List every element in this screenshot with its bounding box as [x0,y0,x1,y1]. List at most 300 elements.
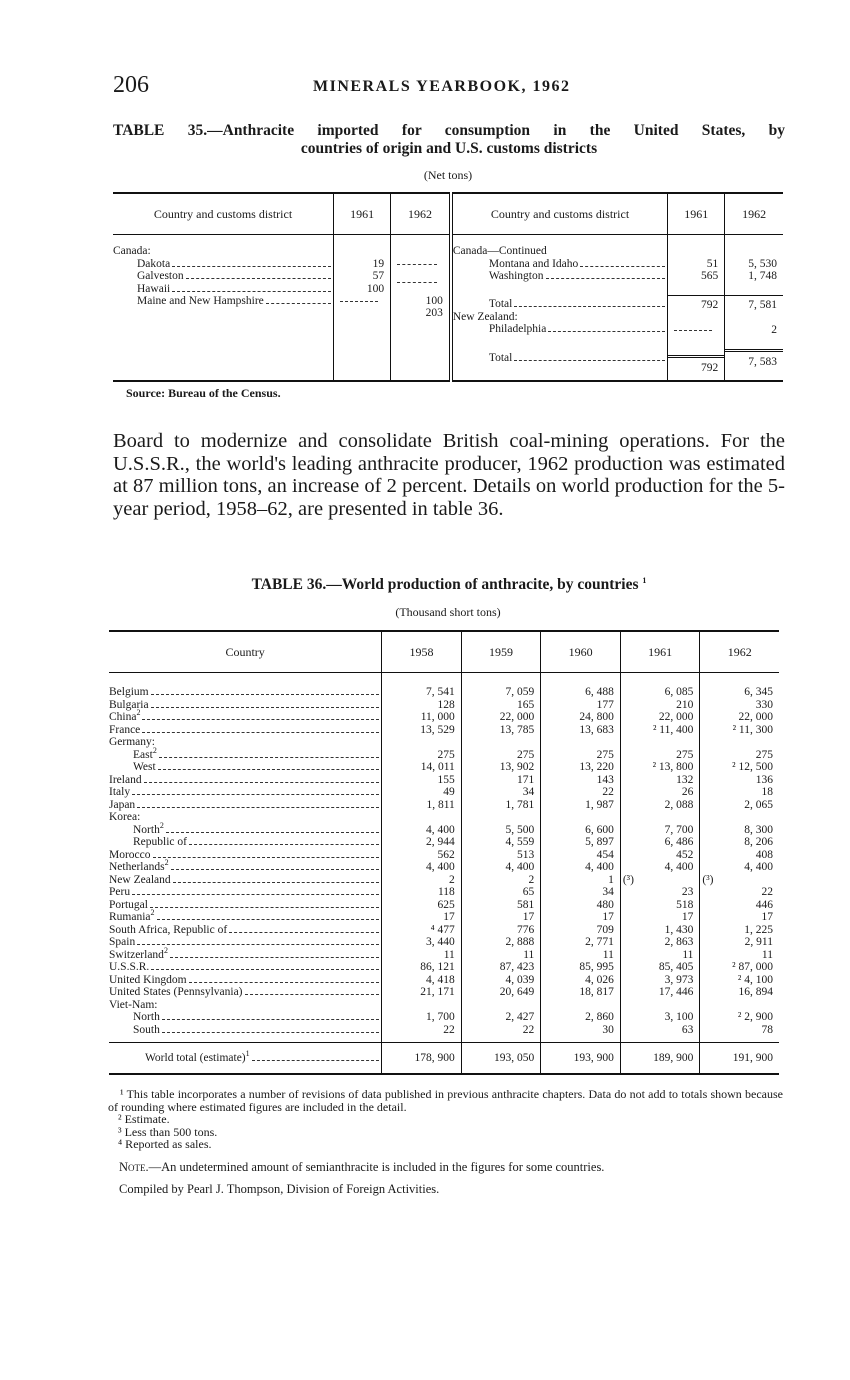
table36-cell: 7, 541 [426,686,455,698]
table36-cell: 143 [596,773,614,786]
table36-header-1958: 1958 [382,631,462,673]
table36-cell: 6, 085 [664,686,694,698]
table36-cell: 4, 039 [505,973,535,986]
leader-dots [153,856,380,858]
table35-header-1962-right: 1962 [725,193,783,235]
table36-cell: 776 [517,923,535,936]
row-label-text: Canada—Continued [452,245,547,257]
leader-dots [132,893,379,895]
leader-dots [173,881,380,883]
row-label-text: Netherlands$^2$ [109,858,169,873]
leader-dots [189,981,380,983]
row-label-text: Ireland [109,773,142,786]
table35-cell-1962 [725,337,783,350]
table36-cell: ⁴ 477 [430,923,455,936]
table35-right-names [451,235,668,382]
table35-header-1961-right: 1961 [668,193,725,235]
row-label-text: Viet-Nam: [109,998,158,1011]
table36-cell: 86, 121 [420,961,455,973]
table36-cell: 2, 088 [664,798,694,811]
table36-cell: 562 [437,848,455,861]
table36-cell: 1, 225 [744,923,773,936]
table36-cell: 11 [761,948,773,961]
row-label-text: Galveston [137,270,184,282]
page-header [113,72,783,104]
table36-cell: 17 [602,911,614,923]
table36-note [119,1160,604,1175]
table35-right-1961-col [668,235,725,382]
table35-right-1962-col [725,235,783,382]
table36-cell: 1, 811 [426,798,455,811]
table36-cell: 2 [528,873,535,886]
table36-cell: 85, 405 [658,961,694,973]
table36-cell: 2, 065 [744,798,773,811]
row-label-text: East$^2$ [133,745,157,761]
table36-row-label [109,886,381,899]
table36-cell: 6, 486 [664,836,694,848]
row-label-text: Philadelphia [488,323,547,335]
table35-cell-1962 [725,283,783,296]
table36-row-label [109,699,381,712]
table36-cell: 518 [676,898,694,911]
table36-total-value: 189, 900 [653,1051,694,1064]
row-label-text: Portugal [109,898,148,911]
table36-cell: 118 [437,886,455,898]
table36-cell: ² 87, 000 [732,961,773,973]
table36-cell: 513 [517,848,535,861]
leader-dots [189,843,379,845]
table35-title-line2: countries of origin and U.S. customs districts [300,140,598,157]
footnote-3: ³ Less than 500 tons. [118,1124,218,1139]
table36-row-label [109,999,381,1012]
leader-dots [137,943,379,945]
table35-cell-1961 [668,330,724,343]
table36-cell: ² 4, 100 [737,973,773,986]
table36-cell [700,811,779,824]
row-label [113,283,333,296]
table35-cell-1961: 565 [701,270,719,282]
total-label [109,1048,381,1065]
leader-dots [171,868,380,870]
table36-cell: 17, 446 [658,986,694,998]
footnote-ref: 2 [159,820,164,830]
table36-cell: 4, 400 [426,861,455,873]
table36-total-cell [541,1043,621,1075]
table36-cell: 22, 000 [658,711,694,723]
table36-header-1962: 1962 [700,631,779,673]
table36-cell: 4, 400 [744,861,773,873]
row-label-text: U.S.S.R. [109,961,150,973]
table36-cell [541,999,620,1012]
table36-cell: 2, 944 [426,836,455,848]
table35-cell-1961: 792 [668,355,724,380]
table36-cell: 446 [755,898,773,911]
table35-left-1961-col [334,235,391,382]
table35-header-district-right: Country and customs district [451,193,668,235]
table36-cell: 85, 995 [579,961,614,973]
row-label-text: China$^2$ [109,708,141,723]
leader-dots [266,302,331,304]
table35-left-1962-col [391,235,451,382]
table36-cell: 709 [596,923,614,936]
table35-cell-1961 [334,301,390,314]
table36-cell: 22, 000 [738,711,773,723]
table36-cell: (³) [702,873,714,886]
table35-cell-1961: 51 [706,257,719,270]
table36-row-label [109,724,381,737]
leader-dots [142,731,379,733]
leader-dots [166,831,379,833]
row-label [113,245,333,258]
table36-cell: 408 [755,848,773,861]
table36-cell: 128 [437,698,455,711]
table36-cell: 4, 559 [505,836,535,848]
leader-dots [172,290,331,292]
table36-row-label [109,708,381,724]
table36-cell: 11, 000 [420,711,455,723]
page-number: 206 [113,72,149,98]
footnote-ref: 2 [150,908,155,918]
table35-cell-1961: 57 [372,270,385,282]
leader-dots [150,906,379,908]
table36-cell: 17 [443,911,455,923]
leader-dots [170,956,379,958]
table36-cell: 17 [681,911,694,923]
row-label-text: Washington [488,270,544,282]
row-label-text: Maine and New Hampshire [137,295,264,307]
table35-cell-1961: 792 [668,295,724,312]
table35-cell-1962: 7, 581 [725,295,783,312]
leader-dots [158,768,380,770]
table36-row-label [109,986,381,999]
table36-cell: 11 [682,948,694,961]
table35-header-1961-left: 1961 [334,193,391,235]
table36-cell: 1, 430 [664,923,694,936]
table35-cell-1962: 5, 530 [748,257,777,270]
table36-cell: ² 13, 800 [652,761,694,773]
leader-dots [157,918,380,920]
empty-dash [397,264,437,265]
leader-dots [159,756,379,758]
table36-cell: 1, 700 [426,1011,455,1023]
table36-cell: 3, 100 [664,1011,694,1023]
footnote-ref: 2 [164,858,169,868]
table36-row-label [109,858,381,874]
empty-dash [340,301,378,302]
table36-row-label [109,1024,381,1037]
table36-row-label [109,836,381,849]
row-label-text: Republic of [133,836,187,848]
table36-cell [382,811,461,824]
table36-cell: 5, 500 [505,823,535,836]
table35-cell-1961 [668,245,724,258]
table35-cell-1962 [391,264,449,277]
table35-cell-1961 [668,312,724,325]
table35-cell-1962: 203 [425,307,443,319]
table36-cell: 65 [522,886,535,898]
table36 [109,630,779,1075]
table36-cell: ² 11, 300 [732,723,773,736]
row-label [453,348,667,370]
table36-cell: 4, 400 [585,861,614,873]
table35 [113,192,783,382]
body-paragraph: Board to modernize and consolidate British coal-mining operations. For the U.S.S.R., the world's leading anthracite producer, 1962 production was estimated at 87 million tons, an increase of 2 percent. Details on world production for the 5-year period, 1958–62, are presented in table 36. [113,430,785,520]
table35-cell-1961 [668,343,724,356]
table36-total-cell [461,1043,541,1075]
row-label-text: Korea: [109,811,141,823]
table36-row-label [109,936,381,949]
table36-cell: 87, 423 [499,961,535,973]
table36-cell: 275 [596,748,614,761]
row-label [453,245,667,258]
leader-dots [142,718,379,720]
table35-cell-1961: 19 [372,257,385,270]
table35-left-names [113,235,334,382]
table36-cell: 275 [755,748,773,761]
table36-cell: 210 [676,698,694,711]
table36-cell: 13, 529 [420,723,455,736]
table36-cell: 4, 400 [426,823,455,836]
table36-cell [462,811,541,824]
leader-dots [151,706,380,708]
table36-row-label [109,874,381,887]
table36-cell [462,999,541,1012]
row-label-text: Peru [109,886,131,898]
row-label-text: Japan [109,798,136,811]
table36-cell [541,811,620,824]
leader-dots [252,1059,380,1061]
row-label [453,295,667,311]
table35-cell-1961 [334,245,390,258]
table36-cell: 63 [681,1023,694,1036]
table36-row-label [109,786,381,799]
leader-dots [514,359,665,361]
table36-1961-col [620,673,700,1043]
table36-cell: 26 [681,786,694,798]
leader-dots [186,277,331,279]
table36-cell: 11 [443,948,455,961]
table36-1958-col [382,673,462,1043]
row-label-text: Germany: [109,736,155,748]
leader-dots [514,305,665,307]
table36-cell: 330 [755,698,773,711]
table36-footnotes [108,1088,783,1151]
row-label-text: Bulgaria [109,698,149,711]
table36-unit: (Thousand short tons) [395,605,501,619]
table36-total-cell [700,1043,779,1075]
table36-cell: 11 [602,948,614,961]
table36-cell [621,999,700,1012]
table36-cell: 13, 683 [579,723,614,736]
table36-row-label [109,908,381,924]
table36-cell: 22, 000 [499,711,535,723]
table36-cell: 7, 700 [664,823,694,836]
leader-dots [548,330,665,332]
row-label-text: Total [488,352,513,364]
table35-cell-1962 [725,245,783,258]
table36-cell: 275 [437,748,455,761]
table36-cell: 22 [761,886,773,898]
row-label-text: South Africa, Republic of [109,923,228,936]
note-label: Note. [119,1160,149,1174]
table36-row-label [109,686,381,699]
table35-cell-1962 [725,312,783,325]
table36-cell: 6, 600 [585,823,614,836]
leader-dots [172,265,331,267]
table36-cell: 4, 026 [585,973,614,986]
table36-cell [700,999,779,1012]
row-label-text: France [109,723,141,736]
table36-1959-col [461,673,541,1043]
table36-1960-col [541,673,621,1043]
table36-total-value: 178, 900 [414,1051,455,1064]
table36-cell: 1 [608,873,614,886]
table36-header-1961: 1961 [620,631,700,673]
row-label-text: Total [488,298,513,310]
table35-header-1962-left: 1962 [391,193,451,235]
row-label [113,295,333,308]
table35-cell-1962: 100 [425,294,443,307]
table36-row-label [109,974,381,987]
row-label [453,283,667,296]
table36-row-label [109,961,381,974]
table36-total-cell [382,1043,462,1075]
row-label-text: Canada: [113,245,151,257]
table36-cell: 275 [676,748,694,761]
table36-cell: 22 [522,1023,535,1036]
table36-cell: 49 [443,786,455,798]
table35-cell-1962 [391,245,449,258]
table36-cell: 2, 427 [505,1011,535,1023]
table36-cell [700,736,779,749]
table36-cell: 34 [522,786,535,798]
leader-dots [132,793,379,795]
footnote-4: ⁴ Reported as sales. [118,1137,212,1151]
table36-cell: 18, 817 [579,986,614,998]
table36-cell: 1, 781 [505,798,535,811]
table36-total-value: 191, 900 [732,1051,773,1064]
row-label-text: Hawaii [137,282,171,295]
table36-row-label [109,745,381,762]
table36-cell: 21, 171 [420,986,455,998]
table36-row-label [109,799,381,812]
table36-cell: 480 [596,898,614,911]
table36-row-label [109,774,381,787]
table36-cell: 4, 400 [505,861,535,873]
table36-cell: 177 [596,698,614,711]
row-label-text: Rumania$^2$ [109,908,155,923]
table36-cell [621,736,700,749]
row-label-text: Montana and Idaho [488,257,579,270]
table36-cell: 2, 860 [585,1011,614,1023]
row-label [453,323,667,336]
row-label-text: Switzerland$^2$ [109,945,168,961]
table36-cell: 2, 911 [744,936,773,948]
table35-cell-1962: 1, 748 [748,270,777,282]
table36-cell: 78 [761,1023,773,1036]
table36-total-value: 193, 900 [573,1051,614,1064]
table36-total-label [109,1043,382,1075]
table36-cell: 1, 987 [585,798,614,811]
table36-cell: 13, 902 [499,761,535,773]
table36-row-label [109,736,381,749]
table36-row-label [109,924,381,937]
table36-cell: 8, 300 [744,823,773,836]
leader-dots [144,781,380,783]
table36-total-row [109,1043,779,1075]
table36-cell [382,999,461,1012]
table36-cell: 2, 888 [505,936,535,948]
table36-cell: 22 [443,1023,455,1036]
table35-cell-1962: 7, 583 [725,349,783,374]
row-label-text: Spain [109,936,136,948]
table36-cell: 4, 418 [426,973,455,986]
row-label-text: North [133,1011,160,1023]
table36-cell: 20, 649 [499,986,535,998]
footnote-ref: 2 [163,945,168,955]
table36-cell: 13, 785 [499,723,535,736]
leader-dots [162,1018,379,1020]
table36-row-label [109,811,381,824]
table36-cell: 6, 345 [744,686,773,698]
table36-cell: 14, 011 [420,761,455,773]
table36-cell [382,736,461,749]
row-label-text: New Zealand: [452,310,518,323]
footnote-2: ² Estimate. [118,1112,170,1126]
table36-cell: 136 [755,773,773,786]
row-label-text: United States (Pennsylvania) [109,986,243,998]
table36-cell: 23 [681,886,694,898]
table36-title [113,576,785,594]
table35-unit: (Net tons) [423,168,473,182]
table36-cell: 581 [517,898,535,911]
table36-country-col [109,673,382,1043]
table36-cell: ² 11, 400 [652,723,694,736]
table36-cell: ² 2, 900 [737,1011,773,1023]
leader-dots [151,968,379,970]
table36-row-label [109,1011,381,1024]
table36-cell: 17 [761,911,773,923]
row-label-text: Belgium [109,686,149,698]
table35-header-district-left: Country and customs district [113,193,334,235]
table36-cell: 275 [517,748,535,761]
table36-cell [462,736,541,749]
table36-cell: 132 [676,773,694,786]
table36-cell: 2 [449,873,455,886]
table36-cell: ² 12, 500 [732,761,773,773]
table36-cell: 2, 771 [585,936,614,948]
leader-dots [245,993,380,995]
table36-cell: 452 [676,848,694,861]
leader-dots [137,806,379,808]
total-label-text: World total (estimate)$^1$ [145,1048,250,1064]
table36-cell: 7, 059 [505,686,535,698]
table36-header-1959: 1959 [461,631,541,673]
row-label [113,270,333,283]
table36-cell [541,736,620,749]
table36-cell: 11 [523,948,535,961]
table36-total-cell [620,1043,700,1075]
table36-cell: 22 [602,786,614,798]
table36-cell: 5, 897 [585,836,614,848]
table35-cell-1962 [391,282,449,295]
row-label-text: Dakota [137,257,171,270]
table36-cell: 165 [517,698,535,711]
leader-dots [151,693,380,695]
table36-cell: (³) [622,873,634,886]
table36-cell: 2, 863 [664,936,694,948]
table36-row-label [109,849,381,862]
